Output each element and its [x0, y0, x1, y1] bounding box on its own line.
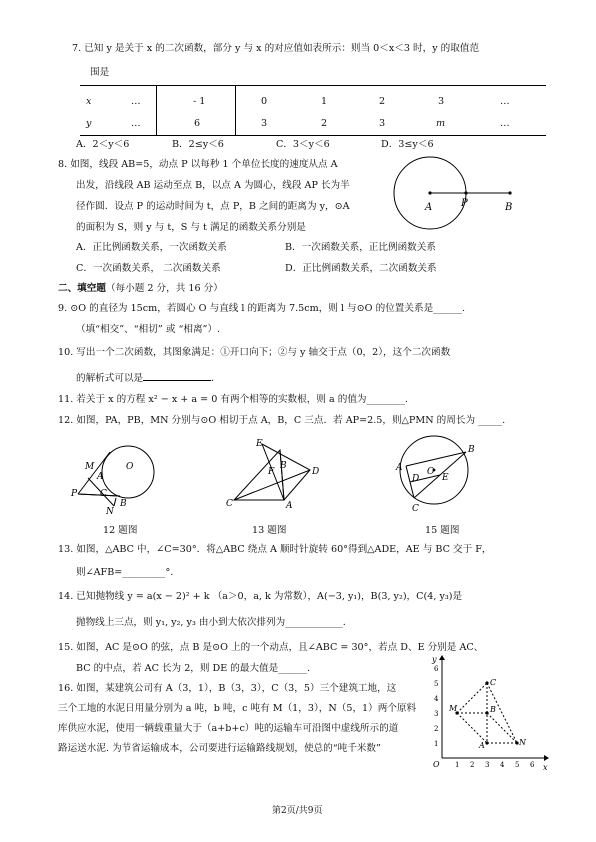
figure-label: A [97, 472, 104, 482]
y-tick: 6 [434, 665, 439, 673]
point-label: B [490, 705, 496, 714]
x-tick: 6 [530, 761, 535, 769]
q14-line2: 抛物线上三点，则 y₁, y₂, y₃ 由小到大依次排列为____________. [76, 617, 346, 628]
fig15 [392, 434, 482, 520]
q13-line2: 则∠AFB=_________°． [76, 567, 180, 578]
caption-13: 13 题图 [252, 525, 287, 536]
table-cell: 3 [261, 118, 268, 129]
q7-line2: 围是 [90, 67, 110, 78]
section-note: （每小题 2 分，共 16 分） [105, 283, 223, 294]
q15-line2: BC 的中点，若 AC 长为 2，则 DE 的最大值是______. [76, 663, 311, 674]
caption-15: 15 题图 [425, 525, 460, 536]
answer-blank[interactable] [143, 370, 211, 381]
q13-line1: 13. 如图，△ABC 中，∠C=30°．将△ABC 绕点 A 顺时针旋转 60°得到△ADE，AE 与 BC 交于 F， [58, 544, 492, 555]
page-number: 第2页/共9页 [272, 806, 323, 816]
q8-option-b: B．一次函数关系，正比例函数关系 [285, 242, 436, 253]
y-tick: 2 [434, 725, 439, 733]
figure-label: N [106, 507, 114, 517]
q12-text: 12. 如图，PA，PB，MN 分别与⊙O 相切于点 A，B，C 三点．若 AP=2.5，则△PMN 的周长为 _____. [58, 415, 506, 426]
table-cell: 0 [261, 96, 268, 107]
figure-label: F [268, 467, 275, 477]
figure-label: D [312, 467, 320, 477]
origin-label: O [433, 760, 440, 769]
figure-label: O [427, 467, 435, 477]
fig12 [70, 434, 170, 520]
figure-label: O [126, 462, 134, 472]
q8-figure [390, 150, 530, 236]
q14-line1: 14. 已知抛物线 y = a(x − 2)² + k （a＞0，a, k 为常数），A(−3, y₁)，B(3, y₂)，C(4, y₃)是 [58, 591, 463, 602]
y-tick: 1 [434, 740, 439, 748]
q10-line2 [76, 370, 221, 385]
axis-label-y: y [432, 655, 437, 664]
x-tick: 4 [500, 761, 505, 769]
caption-12: 12 题图 [103, 525, 138, 536]
table-cell: m [436, 118, 446, 129]
axis-label-x: x [543, 763, 548, 772]
point-label: A [479, 741, 485, 750]
section-title: 二、填空题 [58, 283, 106, 294]
q8-option-c: C．一次函数关系， 二次函数关系 [76, 263, 221, 274]
q15-line1: 15. 如图，AC 是⊙O 的弦，点 B 是⊙O 上的一个动点，且∠ABC = 30°，若点 D、E 分别是 AC、 [58, 642, 484, 653]
table-cell: 2 [321, 118, 328, 129]
q16-line4: 路运送水泥. 为节省运输成本，公司要进行运输路线规划，使总的“吨千米数” [58, 743, 381, 754]
figure-label: C [226, 499, 233, 509]
q7-line1: 7. 已知 y 是关于 x 的二次函数，部分 y 与 x 的对应值如表所示：则当 0＜x＜3 时，y 的取值范 [72, 43, 480, 54]
table-cell: 6 [194, 118, 201, 129]
q7-option-b: B．2≤y＜6 [172, 139, 224, 150]
table-cell: … [500, 118, 510, 129]
q10-end: ． [211, 373, 221, 384]
point-label: M [449, 704, 458, 713]
figure-label: A [286, 501, 293, 511]
figure-label: C [412, 504, 419, 514]
table-cell: y [86, 118, 92, 129]
table-cell: - 1 [193, 96, 206, 107]
table-cell: … [500, 96, 510, 107]
q16-line1: 16. 如图，某建筑公司有 A（3，1），B（3，3），C（3，5）三个建筑工地，这 [58, 683, 397, 694]
q9-line2: （填“相交”、“相切” 或 “相离”）. [76, 324, 221, 335]
figure-label: A [425, 202, 433, 213]
y-tick: 4 [434, 695, 439, 703]
q8-option-d: D．正比例函数关系，二次函数关系 [285, 263, 437, 274]
point-label: N [519, 738, 526, 747]
q10-line1: 10. 写出一个二次函数，其图象满足：①开口向下；②与 y 轴交于点（0，2），这个二次函数 [58, 347, 451, 358]
table-cell: 1 [321, 96, 328, 107]
figure-label: P [461, 198, 468, 209]
figure-label: B [468, 445, 475, 455]
q16-graph [430, 654, 550, 772]
section-heading [58, 283, 223, 295]
point-label: C [490, 678, 497, 687]
x-tick: 5 [515, 761, 520, 769]
q7-option-d: D．3≤y＜6 [381, 139, 434, 150]
q8-line4: 的面积为 S，则 y 与 t，S 与 t 满足的函数关系分别是 [76, 222, 306, 233]
q10-text: 的解析式可以是 [76, 373, 144, 384]
table-cell: … [131, 96, 141, 107]
figure-label: B [120, 499, 127, 509]
x-tick: 1 [455, 761, 460, 769]
figure-label: P [71, 489, 78, 499]
table-cell: 3 [379, 118, 386, 129]
figure-label: D [412, 474, 420, 484]
q16-line3: 库供应水泥，使用一辆载重量大于（a+b+c）吨的运输车可沿图中虚线所示的道 [58, 723, 399, 734]
figure-label: E [256, 439, 263, 449]
table-cell: 2 [379, 96, 386, 107]
figure-label: B [505, 202, 513, 213]
q8-line2: 出发，沿线段 AB 运动至点 B，以点 A 为圆心，线段 AP 长为半 [76, 180, 350, 191]
x-tick: 2 [470, 761, 475, 769]
table-cell: … [131, 118, 141, 129]
figure-label: M [85, 462, 95, 472]
y-tick: 5 [434, 680, 439, 688]
figure-label: B [280, 461, 287, 471]
q8-option-a: A．正比例函数关系，一次函数关系 [76, 242, 227, 253]
q8-line3: 径作圆．设点 P 的运动时间为 t，点 P，B 之间的距离为 y，⊙A [76, 201, 350, 212]
table-cell: x [86, 96, 92, 107]
q16-line2: 三个工地的水泥日用量分别为 a 吨，b 吨，c 吨有 M（1，3），N（5，1）两个原料 [58, 703, 417, 714]
q9-line1: 9. ⊙O 的直径为 15cm，若圆心 O 与直线 l 的距离为 7.5cm，则 l 与⊙O 的位置关系是______. [58, 303, 465, 314]
q11-text: 11. 若关于 x 的方程 x² − x + a = 0 有两个相等的实数根，则 a 的值为________. [58, 394, 408, 405]
figure-label: A [396, 463, 403, 473]
q7-option-a: A．2＜y＜6 [76, 139, 130, 150]
figure-label: C [100, 489, 107, 499]
q7-option-c: C．3＜y＜6 [276, 139, 330, 150]
x-tick: 3 [485, 761, 490, 769]
table-cell: 3 [438, 96, 445, 107]
y-tick: 3 [434, 710, 439, 718]
fig13 [222, 434, 332, 514]
figure-label: E [442, 473, 449, 483]
q8-line1: 8. 如图，线段 AB=5，动点 P 以每秒 1 个单位长度的速度从点 A [58, 159, 338, 170]
